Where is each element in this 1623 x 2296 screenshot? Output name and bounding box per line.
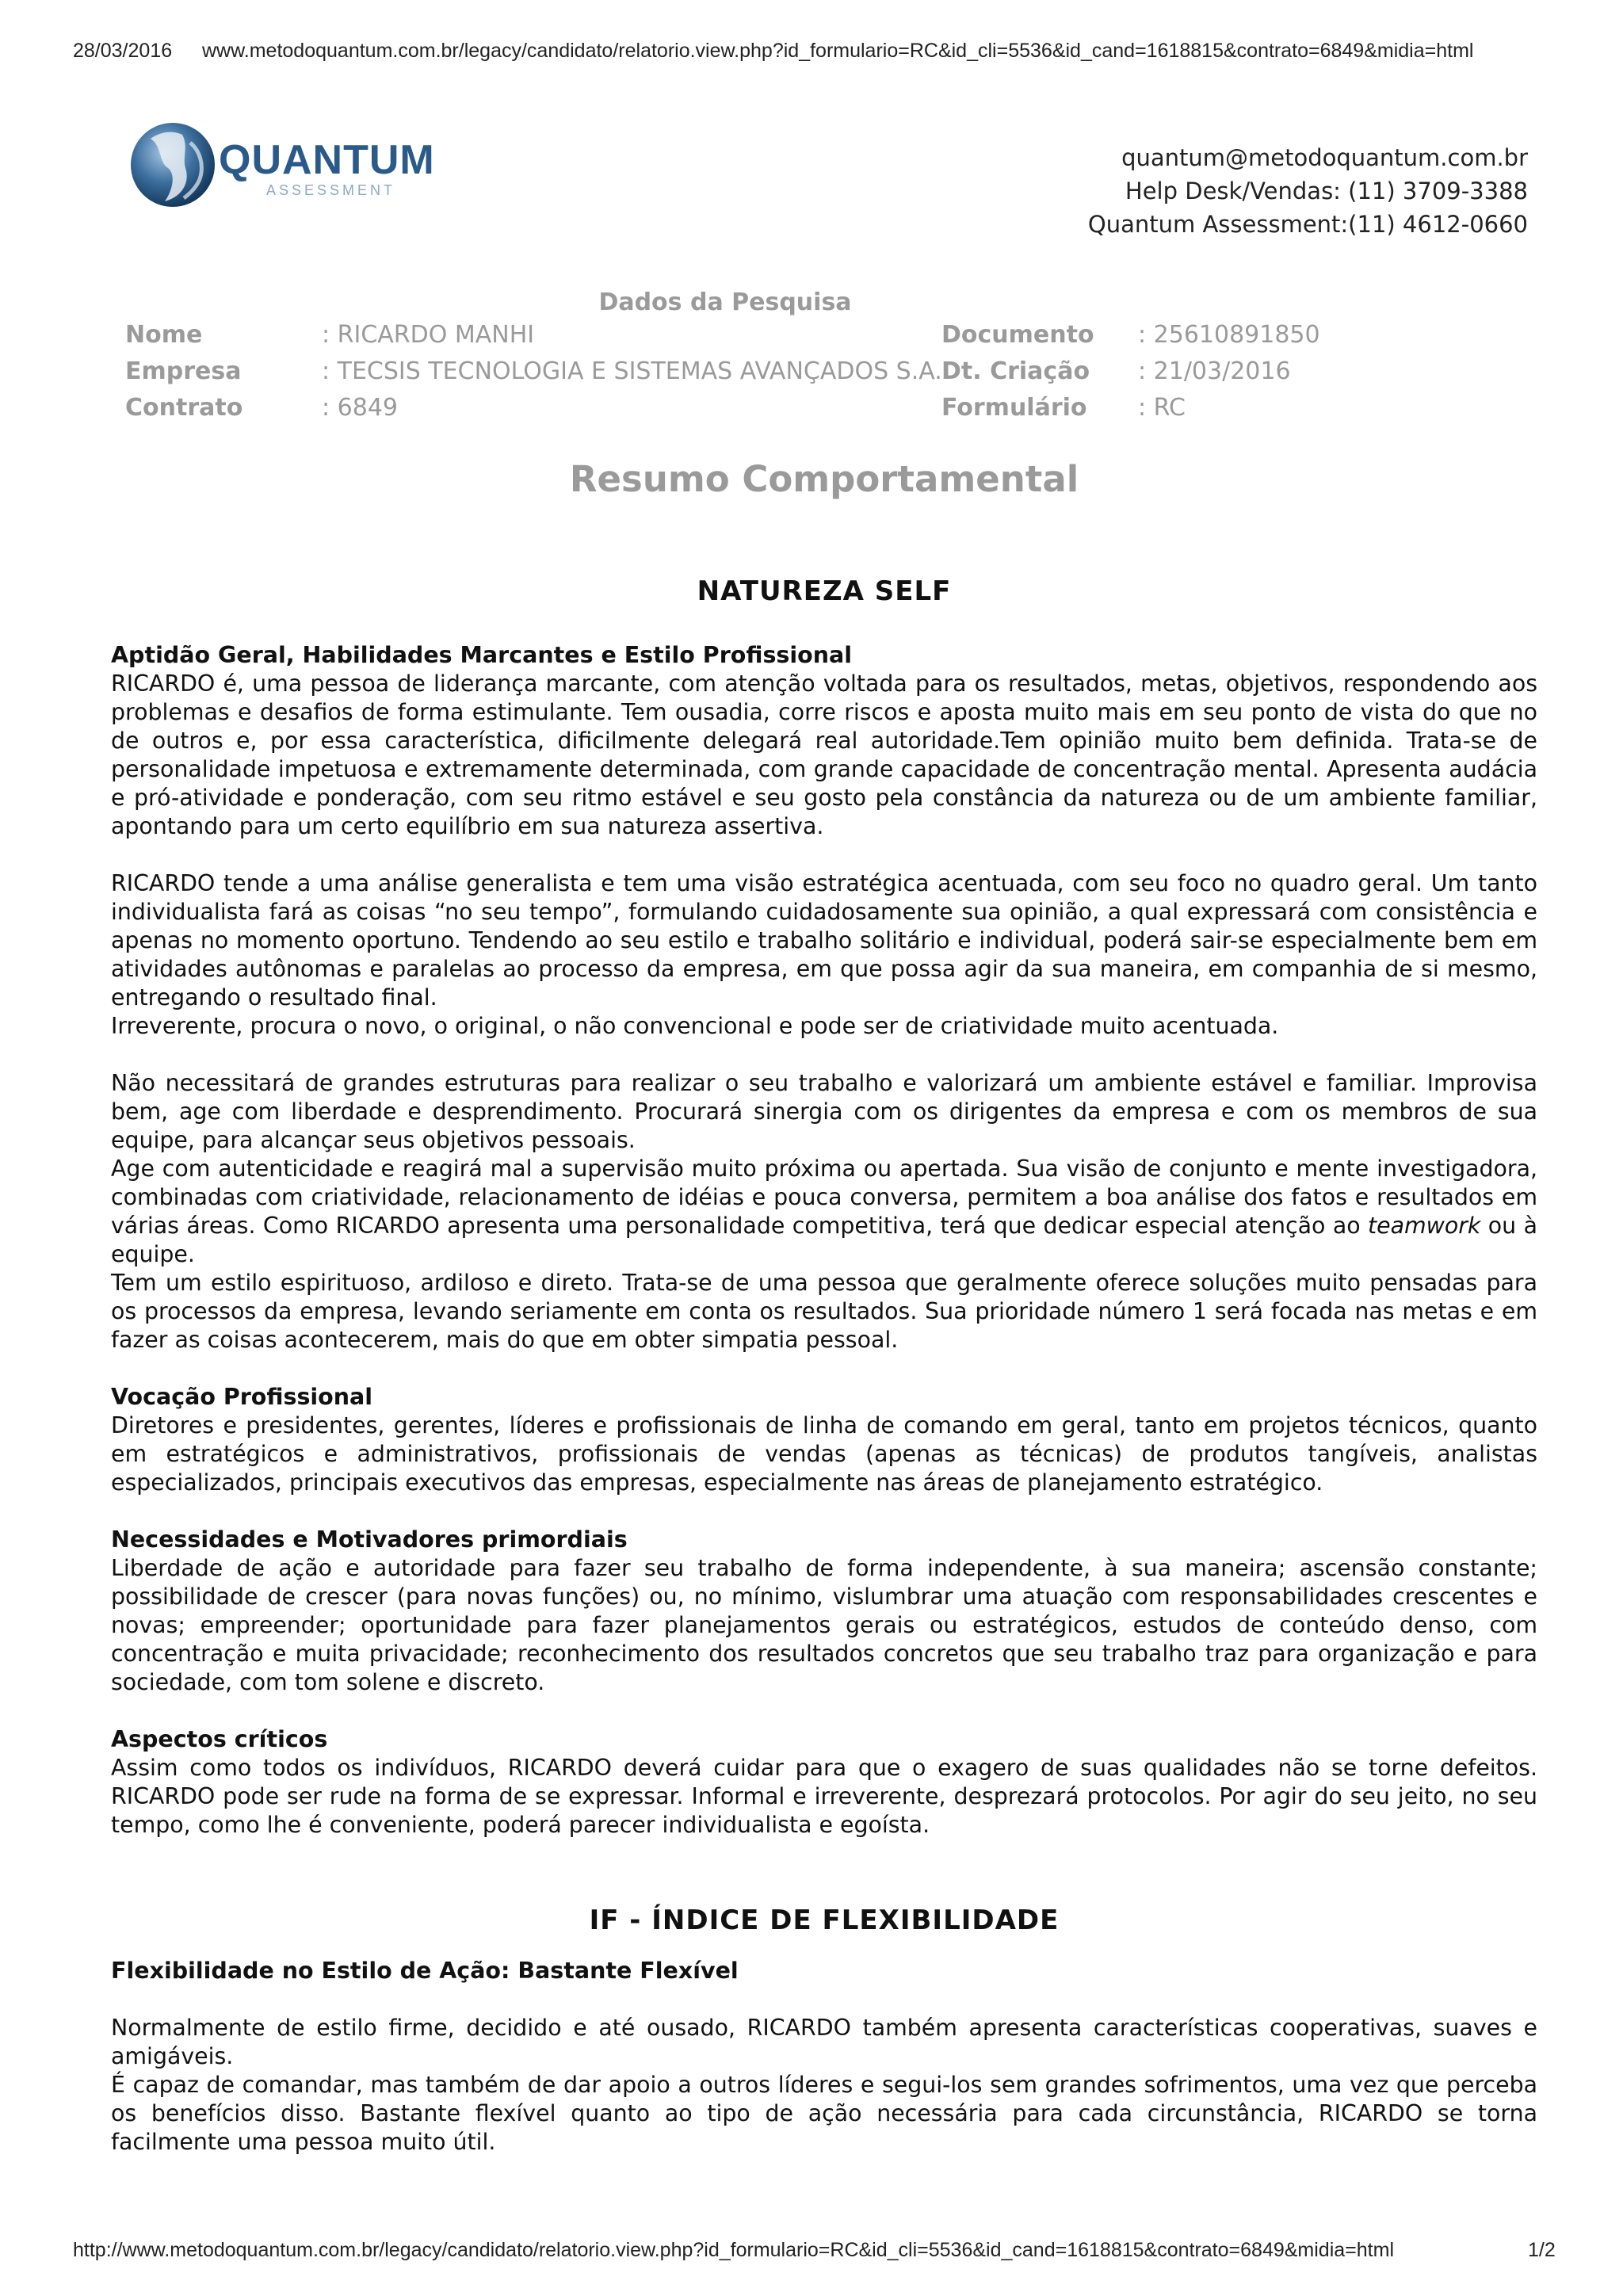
aptidao-paragraph-6: Tem um estilo espirituoso, ardiloso e direto. Trata-se de uma pessoa que geralmente oferece soluções muito pensadas para os processos da empresa, levando seriamente em conta os resultados. Sua prioridade número 1 será focada nas metas e em fazer as coisas acontecerem, mais do que em obter simpatia pessoal. <box>111 1270 1537 1353</box>
criacao-value: : 21/03/2016 <box>1138 357 1291 385</box>
contact-block <box>1088 141 1528 241</box>
aptidao-paragraph-2: RICARDO tende a uma análise generalista e tem uma visão estratégica acentuada, com seu foco no quadro geral. Um tanto individualista fará as coisas “no seu tempo”, formulando cuidadosamente sua opinião, a qual expressará com consistência e apenas no momento oportuno. Tendendo ao seu estilo e trabalho solitário e individual, poderá sair-se especialmente bem em atividades autônomas e paralelas ao processo da empresa, em que possa agir da sua maneira, em companhia de si mesmo, entregando o resultado final. <box>111 870 1537 1010</box>
nome-value: : RICARDO MANHI <box>322 321 535 349</box>
teamwork-emphasis: teamwork <box>1368 1213 1481 1239</box>
aptidao-paragraph-3: Irreverente, procura o novo, o original, o não convencional e pode ser de criatividade muito acentuada. <box>111 1013 1279 1039</box>
if-title: IF - ÍNDICE DE FLEXIBILIDADE <box>589 1904 1060 1936</box>
empresa-label: Empresa <box>125 357 242 385</box>
criacao-label: Dt. Criação <box>941 357 1090 385</box>
page-number: 1/2 <box>1528 2239 1556 2261</box>
logo-name: QUANTUM <box>219 137 435 183</box>
footer-url: http://www.metodoquantum.com.br/legacy/candidato/relatorio.view.php?id_formulario=RC&id_cli=5536&id_cand=1618815&contrato=6849&midia=html <box>73 2239 1394 2261</box>
aptidao-paragraph-5: Age com autenticidade e reagirá mal a supervisão muito próxima ou apertada. Sua visão de conjunto e mente investigadora, combinadas com criatividade, relacionamento de idéias e pouca conversa, permitem a boa análise dos fatos e resultados em várias áreas. Como RICARDO apresenta uma personalidade competitiva, terá que dedicar especial atenção ao teamwork ou à equipe. <box>111 1156 1537 1267</box>
resumo-title: Resumo Comportamental <box>569 458 1079 500</box>
contrato-value: : 6849 <box>322 394 398 422</box>
contact-email: quantum@metodoquantum.com.br <box>1121 144 1528 171</box>
aptidao-title: Aptidão Geral, Habilidades Marcantes e Estilo Profissional <box>111 642 853 668</box>
logo-sub: ASSESSMENT <box>266 182 396 198</box>
report-content <box>111 577 1537 2157</box>
vocacao-paragraph: Diretores e presidentes, gerentes, líderes e profissionais de linha de comando em geral, tanto em projetos técnicos, quanto em estratégicos e administrativos, profissionais de vendas (apenas as técnicas) de produtos tangíveis, analistas especializados, principais executivos das empresas, especialmente nas áreas de planejamento estratégico. <box>111 1412 1537 1496</box>
quantum-logo <box>127 119 444 212</box>
print-url: www.metodoquantum.com.br/legacy/candidato/relatorio.view.php?id_formulario=RC&id_cli=5536&id_cand=1618815&contrato=6849&midia=html <box>202 40 1474 62</box>
aptidao-paragraph-4: Não necessitará de grandes estruturas para realizar o seu trabalho e valorizará um ambiente estável e familiar. Improvisa bem, age com liberdade e desprendimento. Procurará sinergia com os dirigentes da empresa e com os membros de sua equipe, para alcançar seus objetivos pessoais. <box>111 1070 1537 1153</box>
formulario-label: Formulário <box>941 394 1087 422</box>
if-paragraph-1: Normalmente de estilo firme, decidido e até ousado, RICARDO também apresenta características cooperativas, suaves e amigáveis. <box>111 2015 1537 2069</box>
meta-row-2 <box>0 357 1623 394</box>
if-subtitle: Flexibilidade no Estilo de Ação: Bastante Flexível <box>111 1958 739 1984</box>
contrato-label: Contrato <box>125 394 243 422</box>
empresa-value: : TECSIS TECNOLOGIA E SISTEMAS AVANÇADOS S.A. <box>322 357 942 385</box>
contact-assessment: Quantum Assessment:(11) 4612-0660 <box>1087 211 1528 238</box>
aptidao-paragraph-1: RICARDO é, uma pessoa de liderança marcante, com atenção voltada para os resultados, metas, objetivos, respondendo aos problemas e desafios de forma estimulante. Tem ousadia, corre riscos e aposta muito mais em seu ponto de vista do que no de outros e, por essa característica, dificilmente delegará real autoridade.Tem opinião muito bem definida. Trata-se de personalidade impetuosa e extremamente determinada, com grande capacidade de concentração mental. Apresenta audácia e pró-atividade e ponderação, com seu ritmo estável e seu gosto pela constância da natureza ou de um ambiente familiar, apontando para um certo equilíbrio em sua natureza assertiva. <box>111 670 1537 839</box>
criticos-paragraph: Assim como todos os indivíduos, RICARDO deverá cuidar para que o exagero de suas qualidades não se torne defeitos. RICARDO pode ser rude na forma de se expressar. Informal e irreverente, desprezará protocolos. Por agir do seu jeito, no seu tempo, como lhe é conveniente, poderá parecer individualista e egoísta. <box>111 1755 1537 1838</box>
contact-helpdesk: Help Desk/Vendas: (11) 3709-3388 <box>1125 178 1528 204</box>
print-header <box>0 0 1623 62</box>
dados-title: Dados da Pesquisa <box>598 288 852 316</box>
meta-row-1 <box>0 321 1623 357</box>
nome-label: Nome <box>125 321 203 349</box>
necessidades-paragraph: Liberdade de ação e autoridade para fazer seu trabalho de forma independente, à sua maneira; ascensão constante; possibilidade de crescer (para novas funções) ou, no mínimo, vislumbrar uma atuação com responsabilidades crescentes e novas; empreender; oportunidade para fazer planejamentos gerais ou estratégicos, estudos de conteúdo denso, com concentração e muita privacidade; reconhecimento dos resultados concretos que seu trabalho traz para organização e para sociedade, com tom solene e discreto. <box>111 1555 1537 1695</box>
print-date: 28/03/2016 <box>73 40 173 62</box>
meta-row-3 <box>0 394 1623 430</box>
documento-value: : 25610891850 <box>1138 321 1320 349</box>
if-paragraph-2: É capaz de comandar, mas também de dar apoio a outros líderes e segui-los sem grandes sofrimentos, uma vez que perceba os benefícios disso. Bastante flexível quanto ao tipo de ação necessária para cada circunstância, RICARDO se torna facilmente uma pessoa muito útil. <box>111 2072 1537 2155</box>
formulario-value: : RC <box>1138 394 1186 422</box>
criticos-title: Aspectos críticos <box>111 1726 328 1752</box>
vocacao-title: Vocação Profissional <box>111 1384 373 1410</box>
documento-label: Documento <box>941 321 1094 349</box>
necessidades-title: Necessidades e Motivadores primordiais <box>111 1526 628 1553</box>
natureza-title: NATUREZA SELF <box>697 575 952 607</box>
